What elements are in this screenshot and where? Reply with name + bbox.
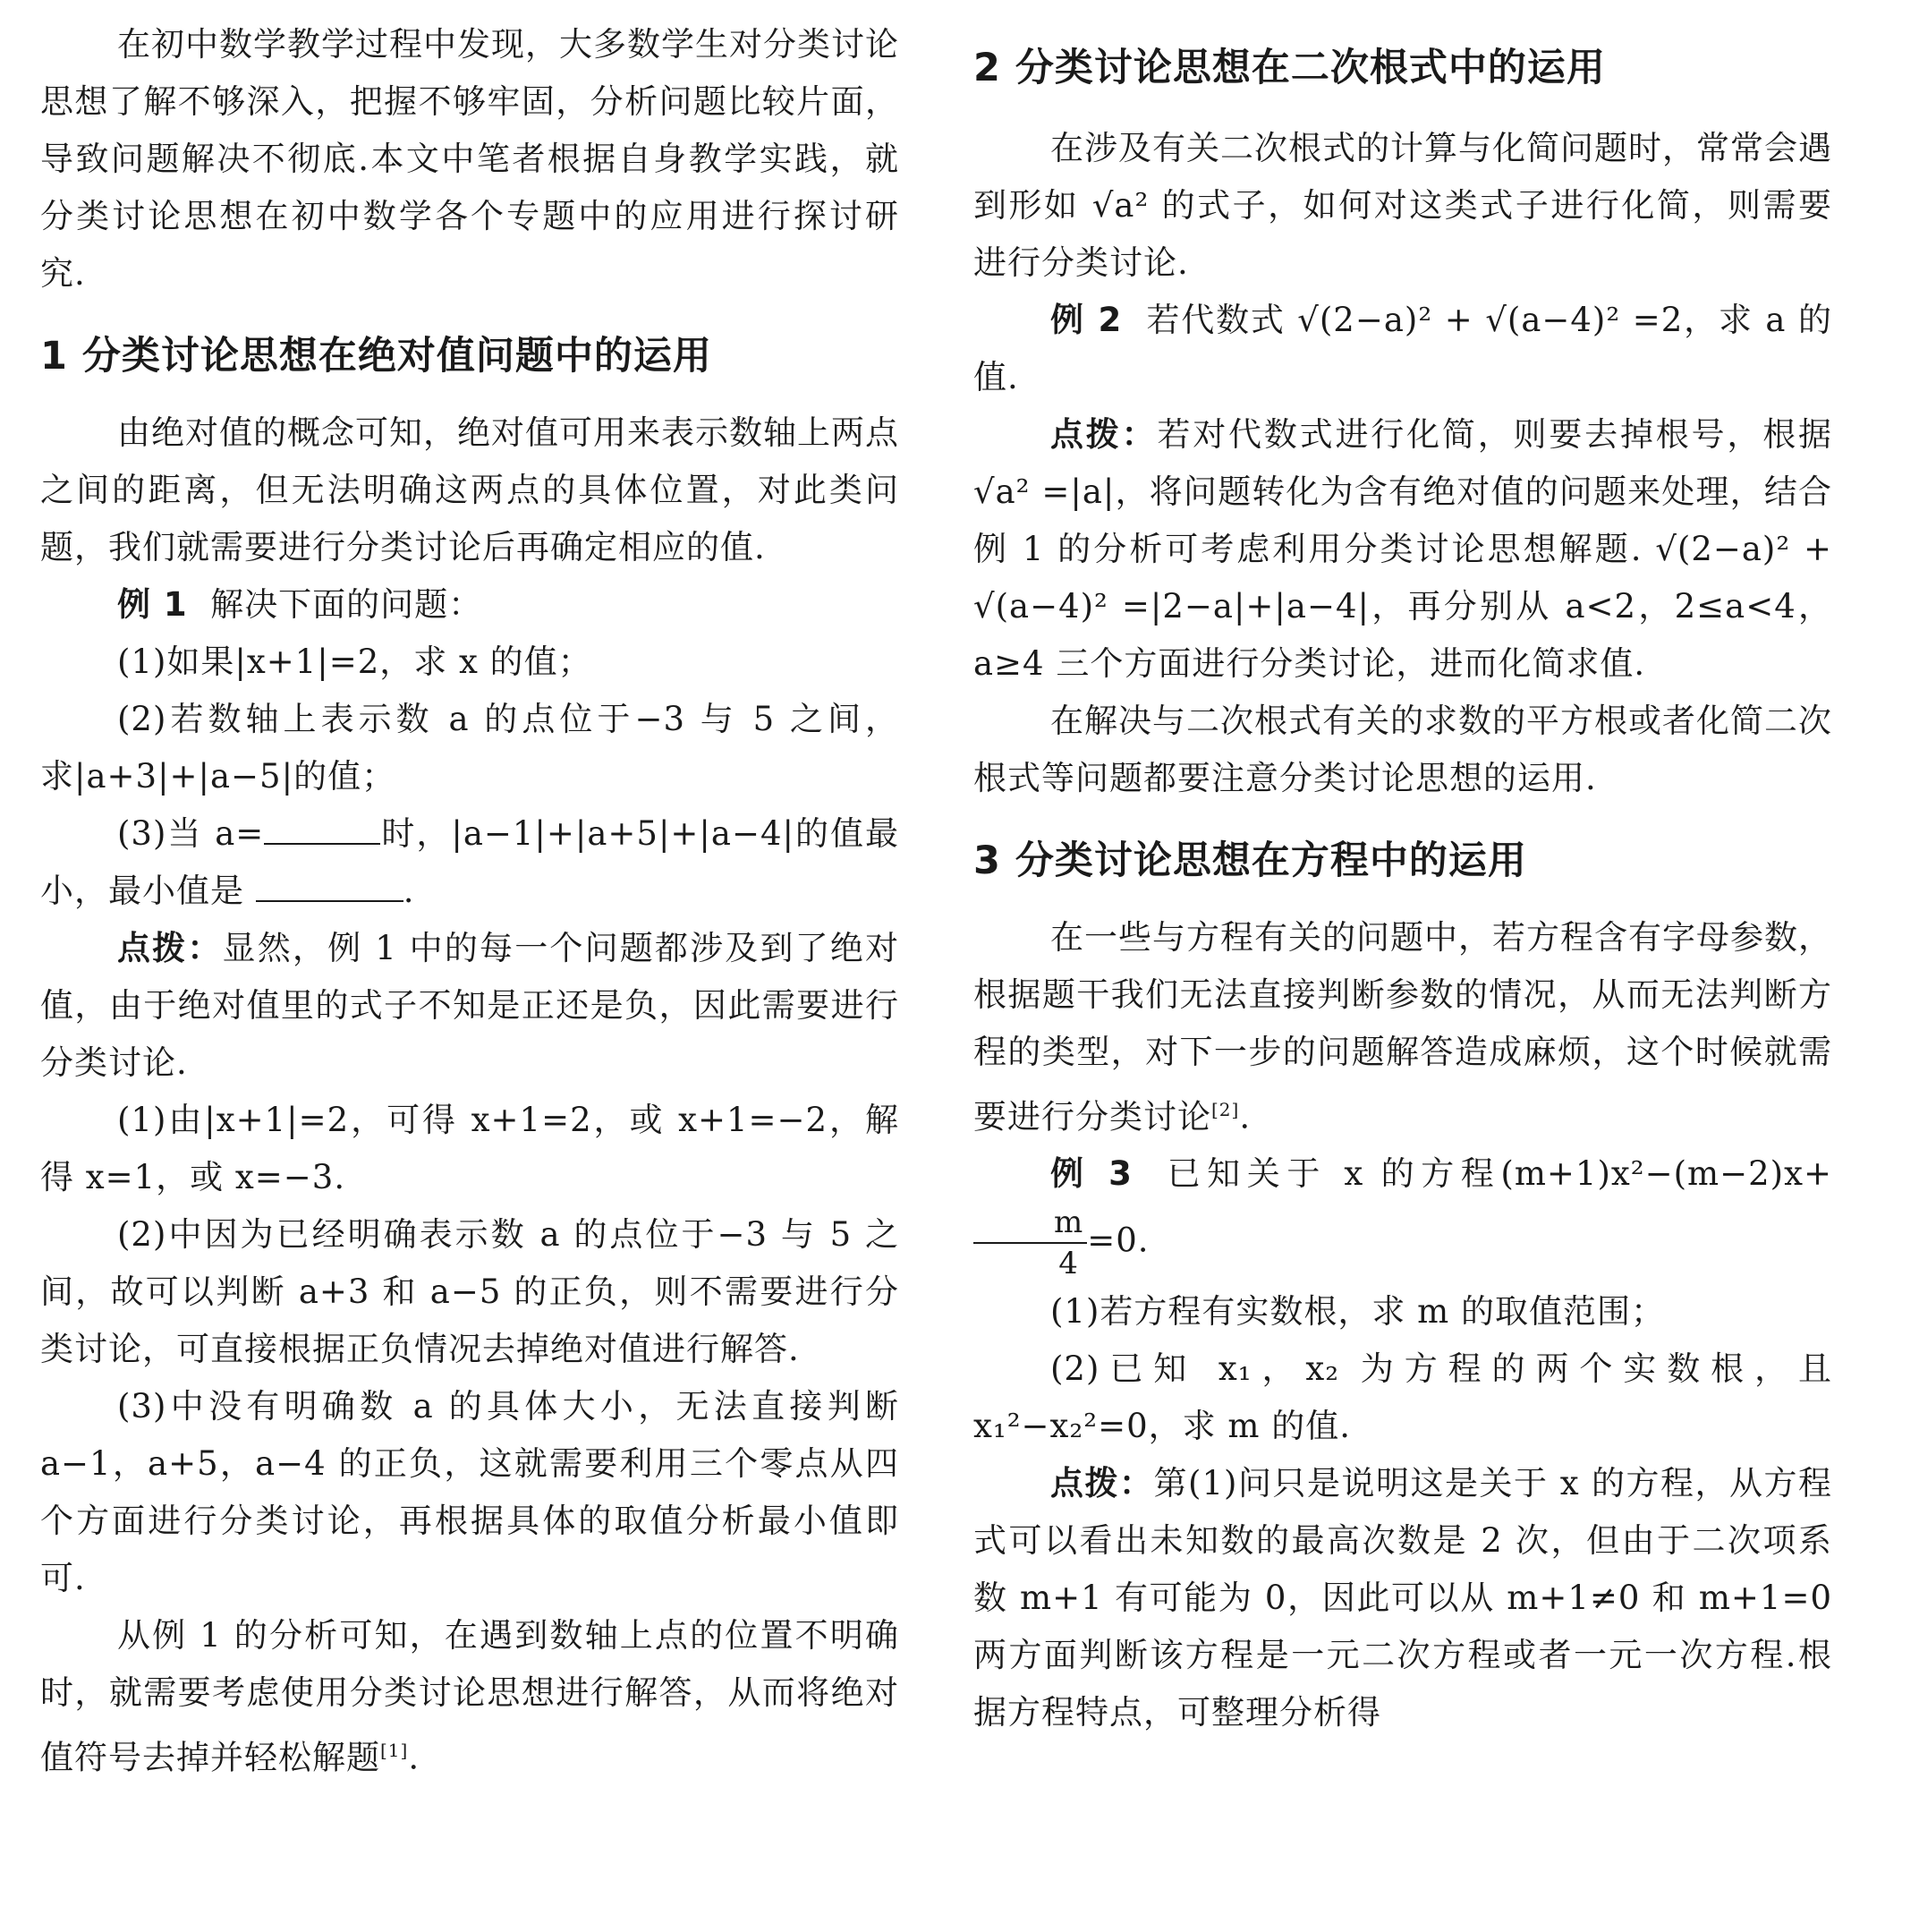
example-2-text: 若代数式 √(2−a)² + √(a−4)² =2，求 a 的值. [973,301,1832,396]
intro-paragraph: 在初中数学教学过程中发现，大多数学生对分类讨论思想了解不够深入，把握不够牢固，分析问题比较片面，导致问题解决不彻底.本文中笔者根据自身教学实践，就分类讨论思想在初中数学各个专题中的应用进行探讨研究. [40,25,899,293]
hint-3 [973,1455,1832,1741]
hint-3-text: 第(1)问只是说明这是关于 x 的方程，从方程式可以看出未知数的最高次数是 2 次，但由于二次项系数 m+1 有可能为 0，因此可以从 m+1≠0 和 m+1=0 两方面判断该方程是一元二次方程或者一元一次方程.根据方程特点，可整理分析得 [973,1464,1832,1732]
section-3-heading: 3 分类讨论思想在方程中的运用 [973,838,1527,883]
example-3-label: 例 3 [1050,1154,1133,1194]
section-3-intro-text: 在一些与方程有关的问题中，若方程含有字母参数，根据题干我们无法直接判断参数的情况，从而无法判断方程的类型，对下一步的问题解答造成麻烦，这个时候就需要进行分类讨论 [973,918,1832,1136]
example-2 [973,292,1832,406]
example-1 [40,576,899,634]
example-1-q3-part-b: 时，|a−1|+|a+5|+|a−4|的值最小，最小值是 [40,814,900,910]
section-1-conclusion [40,1607,899,1786]
section-2-conclusion: 在解决与二次根式有关的求数的平方根或者化简二次根式等问题都要注意分类讨论思想的运用. [973,702,1832,797]
right-column [973,41,1832,1741]
fraction-denominator: 4 [1058,1246,1079,1282]
hint-2 [973,406,1832,693]
conclusion-1-end: . [408,1738,420,1777]
fraction-numerator: m [973,1203,1087,1244]
answer-blank-a[interactable] [264,811,380,845]
hint-3-label: 点拨： [1050,1464,1154,1503]
fraction-m-over-4 [973,1203,1087,1283]
example-1-q2: (2)若数轴上表示数 a 的点位于−3 与 5 之间，求|a+3|+|a−5|的值； [40,700,899,796]
section-3-intro [973,909,1832,1145]
example-3-end: =0. [1087,1221,1150,1260]
conclusion-1-text: 从例 1 的分析可知，在遇到数轴上点的位置不明确时，就需要考虑使用分类讨论思想进行解答，从而将绝对值符号去掉并轻松解题 [40,1616,899,1777]
citation-2: [2] [1211,1099,1240,1120]
example-1-q3-part-c: . [403,872,415,910]
citation-1: [1] [380,1740,409,1761]
example-3-q2: (2)已知 x₁，x₂ 为方程的两个实数根，且 x₁²−x₂²=0，求 m 的值. [973,1349,1832,1446]
example-1-label: 例 1 [117,585,188,624]
section-2-intro: 在涉及有关二次根式的计算与化简问题时，常常会遇到形如 √a² 的式子，如何对这类式子进行化简，则需要进行分类讨论. [973,129,1832,282]
example-3-q1: (1)若方程有实数根，求 m 的取值范围； [1050,1292,1666,1332]
hint-2-label: 点拨： [1050,415,1158,454]
hint-1-part-2: (2)中因为已经明确表示数 a 的点位于−3 与 5 之间，故可以判断 a+3 和 a−5 的正负，则不需要进行分类讨论，可直接根据正负情况去掉绝对值进行解答. [40,1215,899,1368]
section-1-heading: 1 分类讨论思想在绝对值问题中的运用 [40,334,712,379]
hint-1-part-1: (1)由|x+1|=2，可得 x+1=2，或 x+1=−2，解得 x=1，或 x=−3. [40,1101,899,1196]
hint-2-text: 若对代数式进行化简，则要去掉根号，根据 √a² =|a|，将问题转化为含有绝对值的问题来处理，结合例 1 的分析可考虑利用分类讨论思想解题. √(2−a)² + √(a−4)² =|2−a|+|a−4|，再分别从 a<2，2≤a<4，a≥4 三个方面进行分类讨论，进而化简求值. [973,415,1833,683]
example-1-q3 [40,805,899,920]
section-3-intro-end: . [1239,1097,1252,1136]
hint-1-text: 显然，例 1 中的每一个问题都涉及到了绝对值，由于绝对值里的式子不知是正还是负，因此需要进行分类讨论. [40,929,900,1082]
example-3 [973,1145,1832,1283]
example-2-label: 例 2 [1050,301,1123,339]
section-2-heading: 2 分类讨论思想在二次根式中的运用 [973,46,1606,90]
hint-1 [40,920,899,1092]
left-column [40,16,899,1786]
example-1-text: 解决下面的问题： [210,585,483,624]
example-1-q3-part-a: (3)当 a= [117,814,265,853]
example-3-text: 已知关于 x 的方程(m+1)x²−(m−2)x+ [1167,1154,1832,1194]
section-1-intro: 由绝对值的概念可知，绝对值可用来表示数轴上两点之间的距离，但无法明确这两点的具体位置，对此类问题，我们就需要进行分类讨论后再确定相应的值. [40,413,899,566]
example-1-q1: (1)如果|x+1|=2，求 x 的值； [117,643,592,681]
hint-1-part-3: (3)中没有明确数 a 的具体大小，无法直接判断 a−1，a+5，a−4 的正负，这就需要利用三个零点从四个方面进行分类讨论，再根据具体的取值分析最小值即可. [40,1387,899,1597]
answer-blank-min[interactable] [256,868,403,902]
hint-1-label: 点拨： [117,929,223,967]
